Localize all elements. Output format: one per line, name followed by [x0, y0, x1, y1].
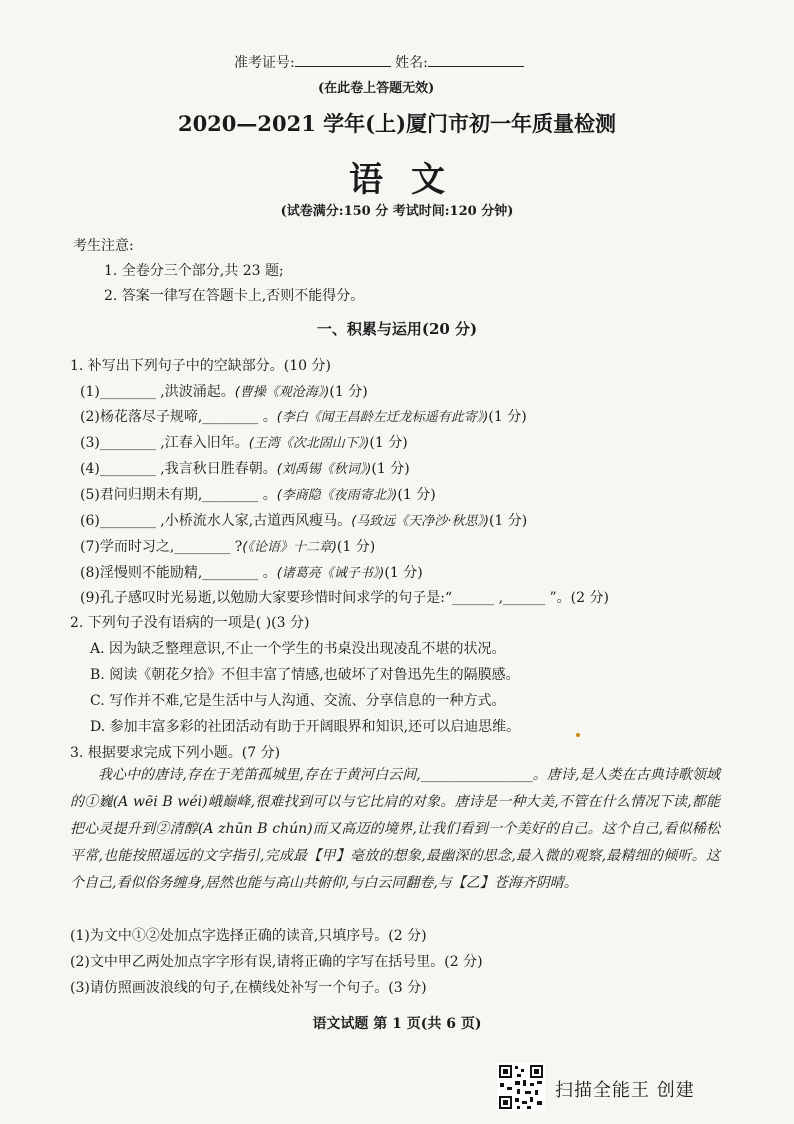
q1-item-text: (8)淫慢则不能励精,________ 。 [80, 565, 277, 581]
q1-item-text: (4)________ ,我言秋日胜春朝。 [80, 461, 277, 477]
q3-passage: 我心中的唐诗,存在于羌笛孤城里,存在于黄河白云间,________________。唐诗,是人类在古典诗歌领域的①巍(A wēi B wéi)峨巅峰,很难找到可以与它比肩的对象。唐诗是一种大美,不管在什么情况下读,都能把心灵提升到②清醇(A zhūn B chún)而又高迈的境界,让我们看到一个美好的自己。这个自己,看似稀松平常,也能按照遥远的文字指引,完成最【甲】毫放的想象,最幽深的思念,最入微的观察,最精细的倾听。这个自己,看似俗务缠身,居然也能与高山共俯仰,与白云同翻卷,与【乙】苍海齐阴晴。 [70, 767, 720, 891]
q1-item [80, 587, 609, 607]
exam-title: 2020—2021 学年(上)厦门市初一年质量检测 [177, 111, 617, 136]
q1-item-score: (1 分) [336, 539, 376, 555]
page-footer: 语文试题 第 1 页(共 6 页) [312, 1016, 482, 1032]
q1-item-text: (6)________ ,小桥流水人家,古道西风瘦马。 [80, 513, 352, 529]
q2-option: C. 写作并不难,它是生活中与人沟通、交流、分享信息的一种方式。 [90, 693, 506, 709]
question-3-stem: 3. 根据要求完成下列小题。(7 分) [70, 745, 281, 761]
name-blank [428, 52, 524, 67]
question-2-stem: 2. 下列句子没有语病的一项是( )(3 分) [70, 615, 310, 631]
q3-subquestion: (1)为文中①②处加点字选择正确的读音,只填序号。(2 分) [70, 928, 427, 944]
q1-item-score: (1 分) [384, 565, 423, 581]
q1-item-source: (王湾《次北固山下》) [248, 436, 370, 451]
q1-item-text: (5)君问归期未有期,________ 。 [80, 487, 277, 503]
q1-item [80, 536, 375, 556]
q1-item-text: (2)杨花落尽子规啼,________ 。 [80, 409, 277, 425]
q1-item [80, 562, 423, 582]
candidate-info-line [234, 52, 524, 72]
q1-item-source: (马致远《天净沙·秋思》) [351, 514, 489, 529]
q1-item [80, 458, 410, 478]
q1-item-source: (李商隐《夜雨寄北》) [276, 488, 398, 503]
scanner-watermark: 扫描全能王 创建 [555, 1080, 695, 1101]
q1-item-score: (1 分) [329, 384, 368, 400]
id-label: 准考证号: [234, 55, 295, 71]
q1-item-score: (1 分) [397, 487, 436, 503]
q1-item-text: (9)孔子感叹时光易逝,以勉励大家要珍惜时间求学的句子是:“______ ,______ ”。(2 分) [80, 590, 609, 606]
q1-item-score: (1 分) [371, 461, 410, 477]
q1-item-score: (1 分) [369, 435, 408, 451]
note-item: 2. 答案一律写在答题卡上,否则不能得分。 [104, 288, 365, 304]
q1-item-source: (李白《闻王昌龄左迁龙标遥有此寄》) [276, 410, 489, 425]
q3-subquestion: (3)请仿照画波浪线的句子,在横线处补写一个句子。(3 分) [70, 980, 427, 996]
q1-item-text: (3)________ ,江春入旧年。 [80, 435, 249, 451]
note-item: 1. 全卷分三个部分,共 23 题; [104, 263, 284, 279]
q1-item-source: (刘禹锡《秋词》) [276, 462, 372, 477]
q1-item [80, 432, 408, 452]
q1-item [80, 510, 527, 530]
q3-subquestion: (2)文中甲乙两处加点字字形有误,请将正确的字写在括号里。(2 分) [70, 954, 483, 970]
id-blank [295, 52, 391, 67]
question-1-stem: 1. 补写出下列句子中的空缺部分。(10 分) [70, 358, 331, 374]
notes-title: 考生注意: [73, 238, 134, 254]
ink-spot [576, 733, 580, 737]
section-heading: 一、积累与运用(20 分) [316, 320, 478, 338]
q1-item-source: (《论语》十二章) [242, 540, 337, 555]
subject-title: 语文 [349, 160, 473, 200]
q2-option: B. 阅读《朝花夕拾》不但丰富了情感,也破坏了对鲁迅先生的隔膜感。 [90, 667, 520, 683]
q1-item [80, 381, 368, 401]
exam-meta: (试卷满分:150 分 考试时间:120 分钟) [280, 204, 514, 219]
name-label: 姓名: [395, 55, 428, 71]
invalid-notice: (在此卷上答题无效) [318, 81, 435, 96]
q1-item [80, 406, 527, 426]
q2-option: A. 因为缺乏整理意识,不止一个学生的书桌没出现凌乱不堪的状况。 [90, 641, 506, 657]
q1-item-text: (1)________ ,洪波涌起。 [80, 384, 235, 400]
q1-item-score: (1 分) [488, 513, 528, 529]
q1-item-score: (1 分) [488, 409, 527, 425]
q1-item-source: (诸葛亮《诫子书》) [276, 566, 385, 581]
q1-item [80, 484, 436, 504]
q1-item-source: (曹操《观沧海》) [234, 385, 330, 400]
qr-code-icon [497, 1063, 545, 1111]
q2-option: D. 参加丰富多彩的社团活动有助于开阔眼界和知识,还可以启迪思维。 [90, 719, 521, 735]
q1-item-text: (7)学而时习之,________ ? [80, 539, 243, 555]
